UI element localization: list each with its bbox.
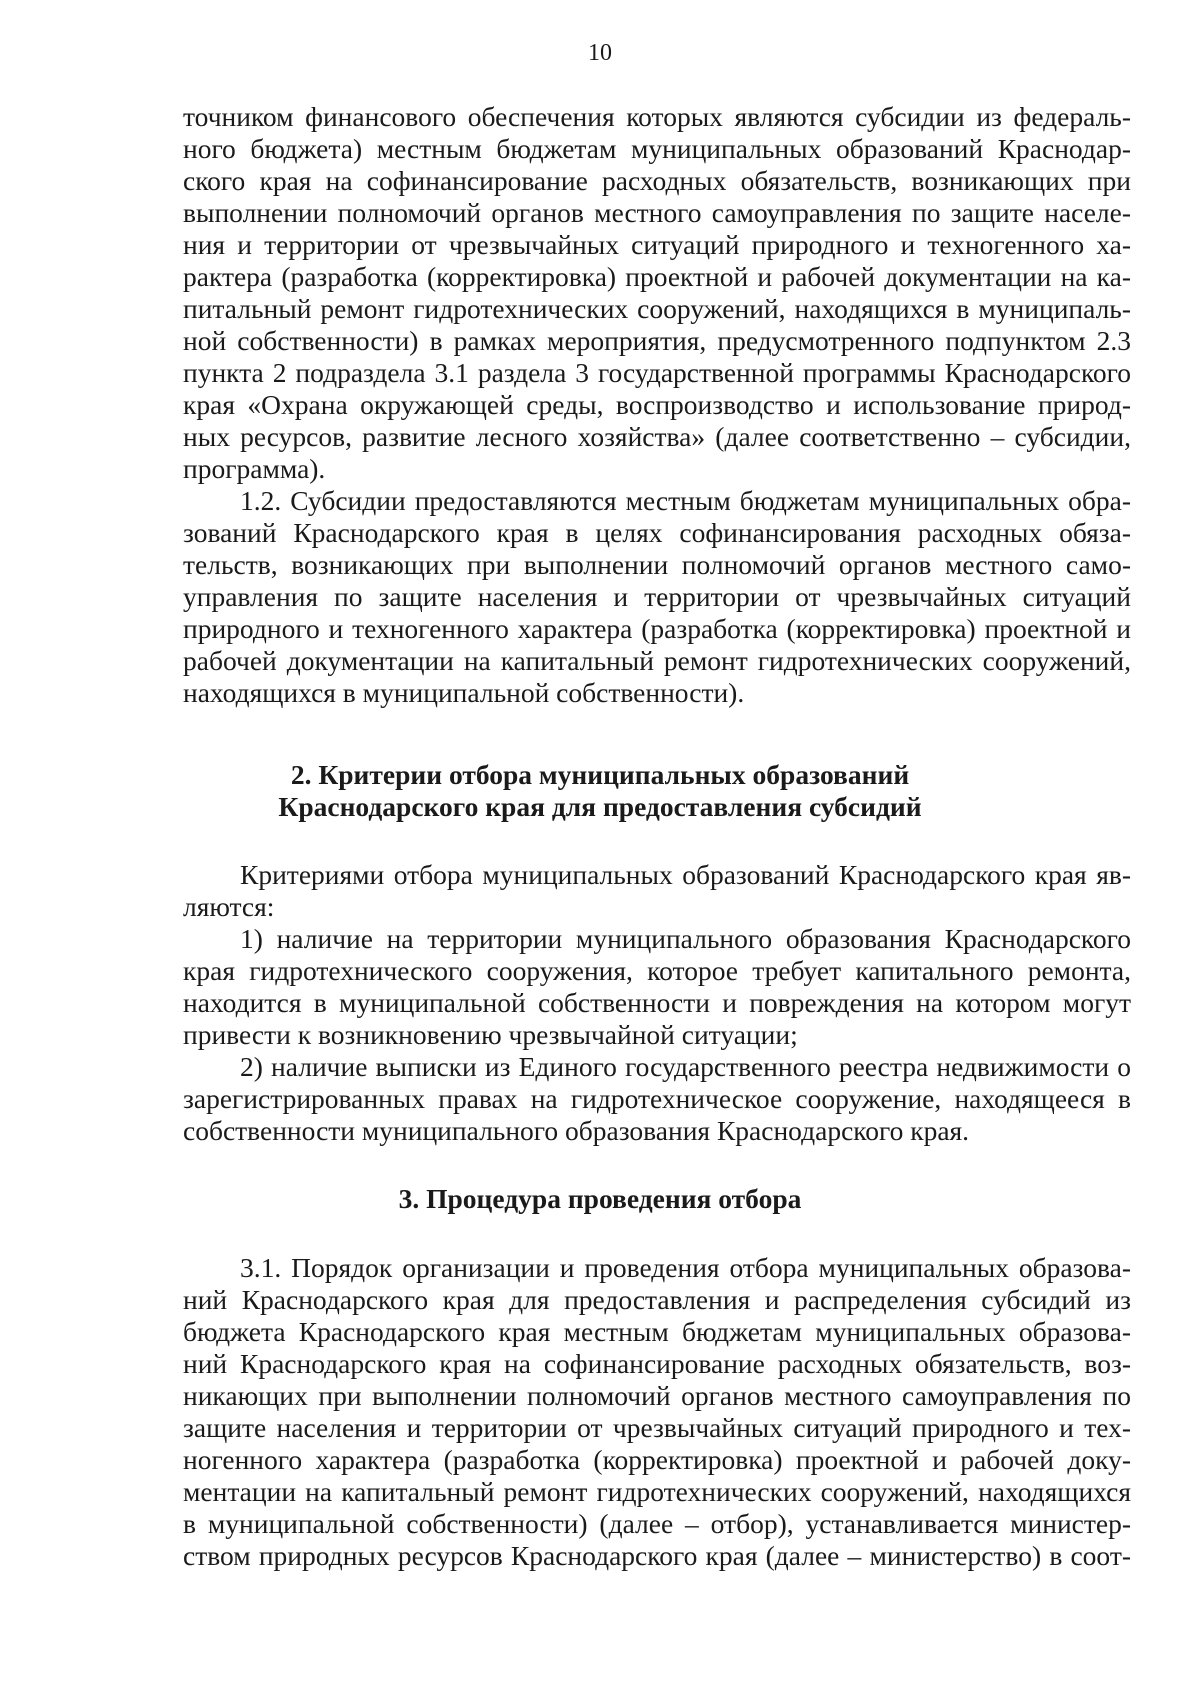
p31-line-5: никающих при выполнении полномочий органов местного самоуправления по: [183, 1380, 1131, 1411]
intro-line-6: рактера (разработка (корректировка) проектной и рабочей документации на ка-: [183, 261, 1131, 292]
p12-line-3: тельств, возникающих при выполнении полномочий органов местного само-: [183, 549, 1131, 580]
p12-line-4: управления по защите населения и территории от чрезвычайных ситуаций: [183, 581, 1131, 612]
p31-line-3: бюджета Краснодарского края местным бюджетам муниципальных образова-: [183, 1316, 1131, 1347]
p31-line-10: ством природных ресурсов Краснодарского края (далее – министерство) в соот-: [183, 1540, 1131, 1571]
criteria-1-line-2: края гидротехнического сооружения, которое требует капитального ремонта,: [183, 955, 1131, 986]
p31-line-6: защите населения и территории от чрезвычайных ситуаций природного и тех-: [183, 1412, 1131, 1443]
section-2-title-line-2: Краснодарского края для предоставления субсидий: [278, 791, 922, 822]
section-3-title: 3. Процедура проведения отбора: [398, 1183, 802, 1214]
page-number: 10: [588, 40, 612, 66]
intro-line-4: выполнении полномочий органов местного самоуправления по защите населе-: [183, 197, 1131, 228]
intro-line-7: питальный ремонт гидротехнических сооружений, находящихся в муниципаль-: [183, 293, 1131, 324]
p12-line-5: природного и техногенного характера (разработка (корректировка) проектной и: [183, 613, 1131, 644]
criteria-2-line-3: собственности муниципального образования Краснодарского края.: [183, 1115, 970, 1146]
intro-line-11: ных ресурсов, развитие лесного хозяйства» (далее соответственно – субсидии,: [183, 421, 1131, 452]
criteria-1-line-1: 1) наличие на территории муниципального образования Краснодарского: [240, 923, 1131, 954]
intro-line-8: ной собственности) в рамках мероприятия, предусмотренного подпунктом 2.3: [183, 325, 1131, 356]
p12-line-7: находящихся в муниципальной собственности).: [183, 677, 745, 708]
intro-line-12: программа).: [183, 453, 326, 484]
intro-line-1: точником финансового обеспечения которых являются субсидии из федераль-: [183, 101, 1131, 132]
criteria-1-line-4: привести к возникновению чрезвычайной ситуации;: [183, 1019, 798, 1050]
criteria-2-line-1: 2) наличие выписки из Единого государственного реестра недвижимости о: [240, 1051, 1131, 1082]
criteria-1-line-3: находится в муниципальной собственности и повреждения на котором могут: [183, 987, 1131, 1018]
p31-line-8: ментации на капитальный ремонт гидротехнических сооружений, находящихся: [183, 1476, 1131, 1507]
p12-line-2: зований Краснодарского края в целях софинансирования расходных обяза-: [183, 517, 1131, 548]
intro-line-2: ного бюджета) местным бюджетам муниципальных образований Краснодар-: [183, 133, 1131, 164]
p31-line-4: ний Краснодарского края на софинансирование расходных обязательств, воз-: [183, 1348, 1131, 1379]
p31-line-1: 3.1. Порядок организации и проведения отбора муниципальных образова-: [240, 1252, 1131, 1283]
intro-line-3: ского края на софинансирование расходных обязательств, возникающих при: [183, 165, 1131, 196]
p31-line-9: в муниципальной собственности) (далее – отбор), устанавливается министер-: [183, 1508, 1131, 1539]
p31-line-7: ногенного характера (разработка (корректировка) проектной и рабочей доку-: [183, 1444, 1131, 1475]
criteria-2-line-2: зарегистрированных правах на гидротехническое сооружение, находящееся в: [183, 1083, 1131, 1114]
p12-line-1: 1.2. Субсидии предоставляются местным бюджетам муниципальных обра-: [240, 485, 1131, 516]
p31-line-2: ний Краснодарского края для предоставления и распределения субсидий из: [183, 1284, 1131, 1315]
intro-line-5: ния и территории от чрезвычайных ситуаций природного и техногенного ха-: [183, 229, 1131, 260]
intro-line-10: края «Охрана окружающей среды, воспроизводство и использование природ-: [183, 389, 1131, 420]
intro-line-9: пункта 2 подраздела 3.1 раздела 3 государственной программы Краснодарского: [183, 357, 1131, 388]
p12-line-6: рабочей документации на капитальный ремонт гидротехнических сооружений,: [183, 645, 1131, 676]
section-2-title-line-1: 2. Критерии отбора муниципальных образований: [290, 759, 910, 790]
criteria-intro-line-1: Критериями отбора муниципальных образований Краснодарского края яв-: [240, 859, 1131, 890]
criteria-intro-line-2: ляются:: [183, 891, 275, 922]
